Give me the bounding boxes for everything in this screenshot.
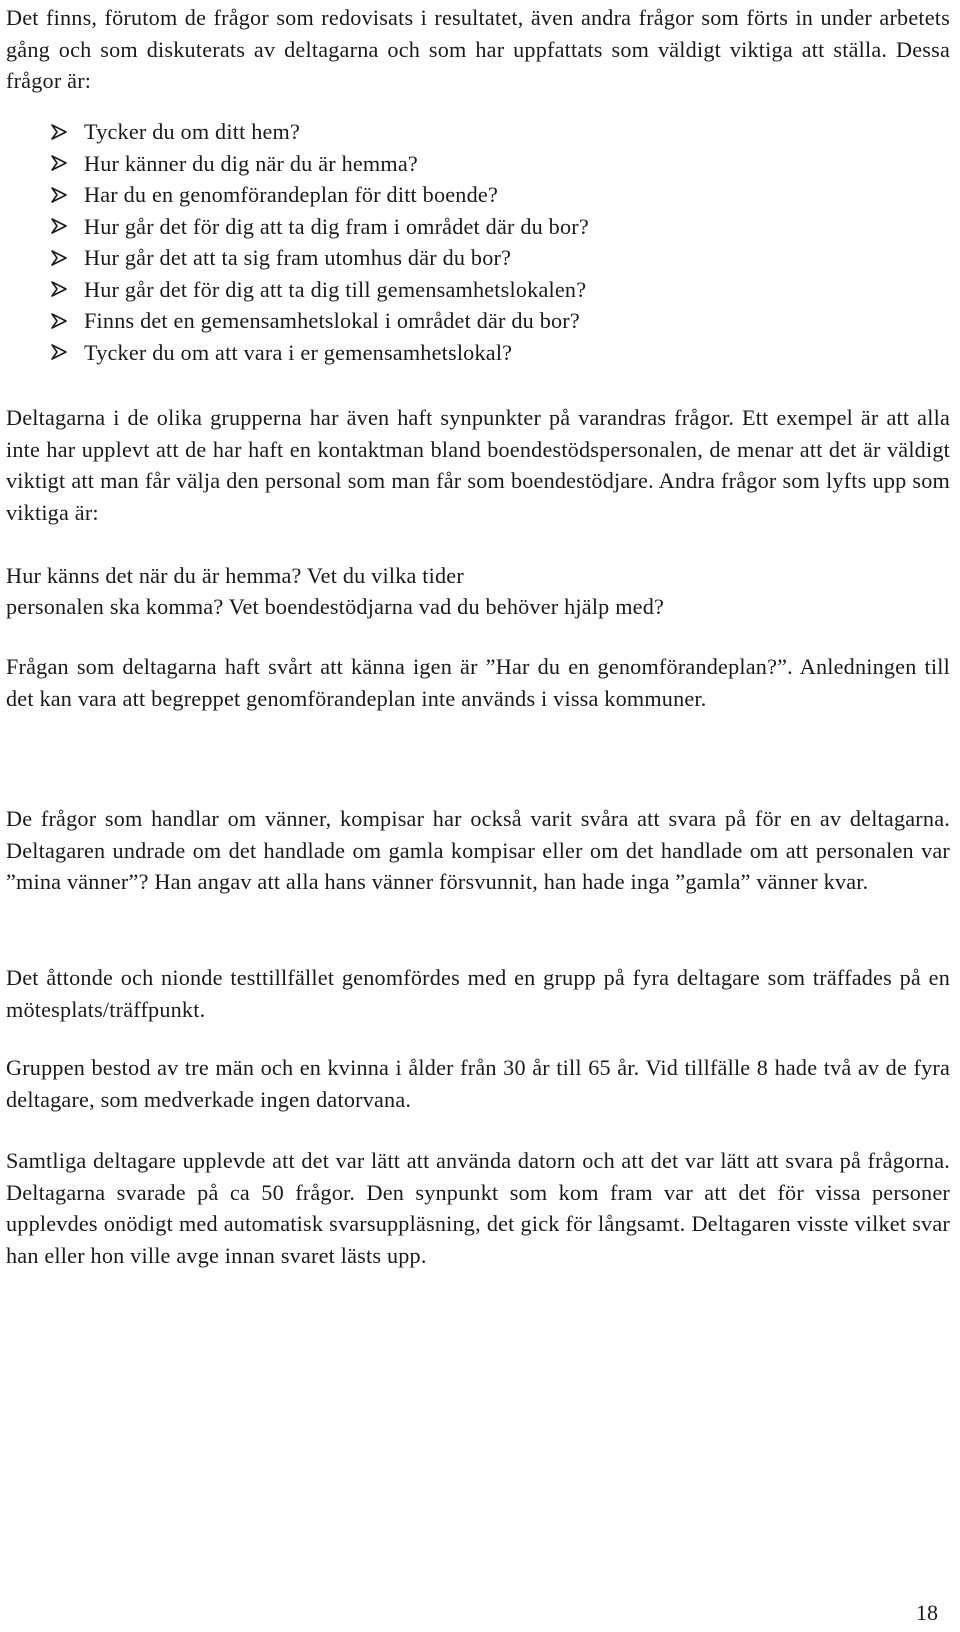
- arrowhead-bullet-icon: [50, 280, 68, 298]
- arrowhead-bullet-icon: [50, 154, 68, 172]
- arrowhead-bullet-icon: [50, 186, 68, 204]
- intro-paragraph: Det finns, förutom de frågor som redovisats i resultatet, även andra frågor som förts in under arbetets gång och som diskuterats av deltagarna och som har uppfattats som väldigt viktiga att ställa. Dessa frågor är:: [6, 5, 950, 93]
- paragraph-6: Samtliga deltagare upplevde att det var lätt att använda datorn och att det var lätt att svara på frågorna. Deltagarna svarade på ca 50 frågor. Den synpunkt som kom fram var att det för vissa personer upplevdes onödigt med automatisk svarsuppläsning, det gick för långsamt. Deltagaren visste vilket svar han eller hon ville avge innan svaret lästs upp.: [6, 1148, 950, 1268]
- question-text: Finns det en gemensamhetslokal i området där du bor?: [84, 308, 580, 333]
- paragraph-2: Frågan som deltagarna haft svårt att känna igen är ”Har du en genomförandeplan?”. Anledningen till det kan vara att begreppet genomförandeplan inte används i vissa kommuner.: [6, 654, 950, 711]
- paragraph-1-line-b: personalen ska komma? Vet boendestödjarna vad du behöver hjälp med?: [6, 594, 665, 619]
- list-item: [0, 148, 900, 180]
- list-item: [0, 179, 900, 211]
- paragraph-1: Deltagarna i de olika grupperna har även haft synpunkter på varandras frågor. Ett exempel är att alla inte har upplevt att de har haft en kontaktman bland boendestödspersonalen, de menar att det är väldigt viktigt att man får välja den personal som man får som boendestödjare. Andra frågor som lyfts upp som viktiga är:: [6, 405, 950, 525]
- arrowhead-bullet-icon: [50, 312, 68, 330]
- paragraph-5: Gruppen bestod av tre män och en kvinna i ålder från 30 år till 65 år. Vid tillfälle 8 hade två av de fyra deltagare, som medverkade ingen datorvana.: [6, 1055, 950, 1112]
- question-text: Hur går det för dig att ta dig fram i området där du bor?: [84, 213, 589, 239]
- list-item: [0, 337, 900, 369]
- question-text: Har du en genomförandeplan för ditt boende?: [84, 182, 498, 207]
- question-text: Tycker du om ditt hem?: [84, 119, 301, 144]
- arrowhead-bullet-icon: [50, 343, 68, 361]
- list-item: [0, 211, 900, 243]
- question-text: Tycker du om att vara i er gemensamhetslokal?: [84, 339, 513, 365]
- arrowhead-bullet-icon: [50, 217, 68, 235]
- arrowhead-bullet-icon: [50, 249, 68, 267]
- list-item: [0, 116, 900, 148]
- list-item: [0, 274, 900, 306]
- question-text: Hur känner du dig när du är hemma?: [84, 150, 418, 176]
- question-text: Hur går det för dig att ta dig till gemensamhetslokalen?: [84, 276, 587, 302]
- list-item: [0, 305, 900, 337]
- paragraph-1-line-a: Hur känns det när du är hemma? Vet du vilka tider: [6, 563, 464, 588]
- arrowhead-bullet-icon: [50, 123, 68, 141]
- page-number: 18: [916, 1600, 938, 1625]
- paragraph-4: Det åttonde och nionde testtillfället genomfördes med en grupp på fyra deltagare som träffades på en mötesplats/träffpunkt.: [6, 965, 950, 1022]
- list-item: [0, 242, 900, 274]
- question-text: Hur går det att ta sig fram utomhus där du bor?: [84, 245, 512, 270]
- paragraph-3: De frågor som handlar om vänner, kompisar har också varit svåra att svara på för en av deltagarna. Deltagaren undrade om det handlade om gamla kompisar eller om det handlade om att personalen var ”mina vänner”? Han angav att alla hans vänner försvunnit, han hade inga ”gamla” vänner kvar.: [6, 806, 950, 894]
- question-list: [0, 116, 900, 368]
